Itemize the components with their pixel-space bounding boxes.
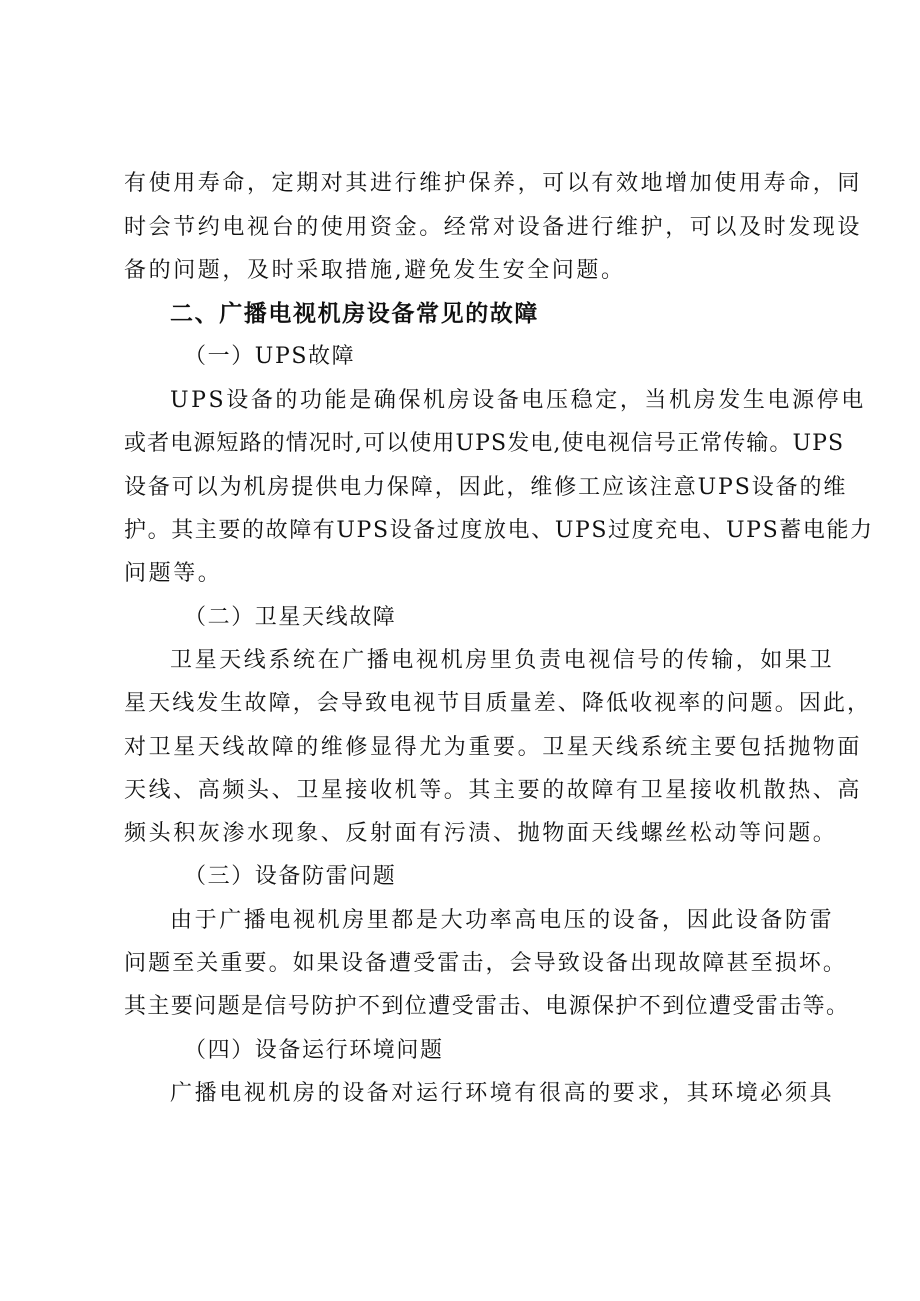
paragraph-line: 频头积灰渗水现象、反射面有污渍、抛物面天线螺丝松动等问题。: [124, 821, 838, 846]
subsection-heading-2: （二）卫星天线故障: [184, 605, 397, 630]
paragraph-line: 星天线发生故障，会导致电视节目质量差、降低收视率的问题。因此，: [124, 691, 872, 716]
paragraph-line: 备的问题，及时采取措施,避免发生安全问题。: [124, 258, 626, 283]
subsection-heading-3: （三）设备防雷问题: [184, 864, 397, 889]
paragraph-line: 天线、高频头、卫星接收机等。其主要的故障有卫星接收机散热、高: [124, 778, 863, 803]
paragraph-line: 设备可以为机房提供电力保障，因此，维修工应该注意UPS设备的维: [124, 475, 848, 500]
paragraph-line: UPS设备的功能是确保机房设备电压稳定，当机房发生电源停电: [170, 388, 866, 413]
paragraph-line: 广播电视机房的设备对运行环境有很高的要求，其环境必须具: [170, 1081, 835, 1106]
paragraph-line: 卫星天线系统在广播电视机房里负责电视信号的传输，如果卫: [170, 648, 835, 673]
paragraph-line: 由于广播电视机房里都是大功率高电压的设备，因此设备防雷: [170, 908, 835, 933]
subsection-heading-4: （四）设备运行环境问题: [184, 1038, 444, 1063]
paragraph-line: 其主要问题是信号防护不到位遭受雷击、电源保护不到位遭受雷击等。: [124, 994, 850, 1019]
paragraph-line: 问题等。: [124, 561, 223, 586]
paragraph-line: 护。其主要的故障有UPS设备过度放电、UPS过度充电、UPS蓄电能力: [124, 518, 874, 543]
paragraph-line: 有使用寿命，定期对其进行维护保养，可以有效地增加使用寿命，同: [124, 171, 863, 196]
section-heading: 二、广播电视机房设备常见的故障: [170, 301, 539, 327]
subsection-heading-1: （一）UPS故障: [184, 344, 356, 369]
paragraph-line: 问题至关重要。如果设备遭受雷击，会导致设备出现故障甚至损坏。: [124, 951, 848, 976]
paragraph-line: 或者电源短路的情况时,可以使用UPS发电,使电视信号正常传输。UPS: [124, 431, 845, 456]
paragraph-line: 时会节约电视台的使用资金。经常对设备进行维护，可以及时发现设: [124, 215, 863, 240]
paragraph-line: 对卫星天线故障的维修显得尤为重要。卫星天线系统主要包括抛物面: [124, 735, 863, 760]
